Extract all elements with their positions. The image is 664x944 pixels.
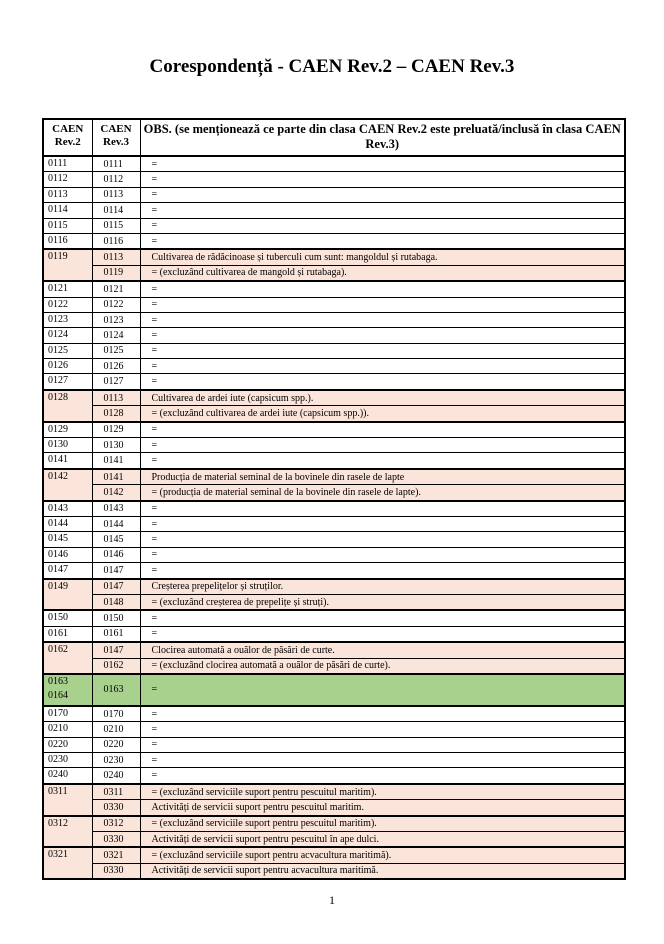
caen-rev2-code: 0311: [48, 785, 68, 797]
caen-rev2-cell: [43, 563, 92, 579]
observation-cell: =: [140, 547, 625, 562]
caen-rev3-code: 0113: [92, 390, 140, 406]
caen-rev2-code: 0143: [48, 502, 68, 514]
caen-rev2-code: 0130: [48, 439, 68, 451]
caen-rev3-code: 0321: [92, 847, 140, 863]
row-group: [43, 203, 625, 218]
caen-rev3-code: 0124: [92, 328, 140, 343]
table-row: [43, 172, 625, 187]
caen-rev3-code: 0128: [92, 406, 140, 422]
caen-rev2-code: 0142: [48, 470, 68, 482]
caen-rev2-code: 0114: [48, 204, 68, 216]
caen-rev3-code: 0170: [92, 706, 140, 722]
observation-cell: =: [140, 359, 625, 374]
table-row: [43, 784, 625, 800]
table-row: [43, 281, 625, 297]
caen-rev2-code: 0147: [48, 564, 68, 576]
caen-rev3-code: 0112: [92, 172, 140, 187]
observation-cell: =: [140, 422, 625, 438]
row-group: [43, 156, 625, 172]
caen-rev3-code: 0125: [92, 343, 140, 358]
caen-rev2-code: 0124: [48, 329, 68, 341]
caen-rev2-code: 0146: [48, 548, 68, 560]
table-row: [43, 249, 625, 265]
row-group: [43, 626, 625, 642]
caen-rev3-code: 0143: [92, 501, 140, 517]
row-group: [43, 359, 625, 374]
caen-rev3-code: 0146: [92, 547, 140, 562]
observation-cell: =: [140, 453, 625, 469]
row-group: [43, 438, 625, 453]
caen-rev2-cell: [43, 501, 92, 517]
observation-cell: =: [140, 532, 625, 547]
table-row: [43, 516, 625, 531]
table-row: [43, 674, 625, 706]
table-row: [43, 438, 625, 453]
table-row: [43, 422, 625, 438]
caen-rev2-code: 0210: [48, 723, 68, 735]
table-row: [43, 579, 625, 595]
caen-rev2-cell: [43, 343, 92, 358]
caen-rev2-code: 0121: [48, 283, 68, 295]
row-group: [43, 532, 625, 547]
caen-rev3-code: 0115: [92, 218, 140, 233]
caen-rev2-cell: [43, 187, 92, 202]
caen-rev3-code: 0123: [92, 312, 140, 327]
header-caen-rev3-line2: Rev.3: [103, 136, 129, 148]
row-group: [43, 297, 625, 312]
table-row: [43, 626, 625, 642]
caen-rev2-code: 0150: [48, 612, 68, 624]
caen-rev2-cell: [43, 579, 92, 611]
caen-rev3-code: 0113: [92, 249, 140, 265]
row-group: [43, 784, 625, 816]
header-caen-rev3-line1: CAEN: [100, 123, 132, 135]
row-group: [43, 374, 625, 390]
table-row: [43, 297, 625, 312]
caen-rev2-code: 0113: [48, 188, 68, 200]
table-row: [43, 863, 625, 879]
caen-rev2-cell: [43, 359, 92, 374]
table-row: [43, 722, 625, 737]
header-caen-rev3: [92, 119, 140, 156]
caen-rev2-code: 0162: [48, 644, 68, 656]
caen-rev2-cell: [43, 233, 92, 249]
observation-cell: = (excluzând cultivarea de ardei iute (capsicum spp.)).: [140, 406, 625, 422]
table-row: [43, 406, 625, 422]
observation-cell: =: [140, 297, 625, 312]
row-group: [43, 422, 625, 438]
caen-rev2-cell: [43, 374, 92, 390]
table-row: [43, 374, 625, 390]
caen-rev3-code: 0210: [92, 722, 140, 737]
caen-rev2-code: 0123: [48, 313, 68, 325]
caen-rev2-code: 0115: [48, 219, 68, 231]
observation-cell: Clocirea automată a ouălor de păsări de curte.: [140, 642, 625, 658]
caen-rev3-code: 0147: [92, 642, 140, 658]
observation-cell: =: [140, 626, 625, 642]
caen-rev2-cell: [43, 218, 92, 233]
observation-cell: = (excluzând serviciile suport pentru pescuitul maritim).: [140, 784, 625, 800]
caen-rev2-code: 0141: [48, 454, 68, 466]
observation-cell: =: [140, 563, 625, 579]
caen-rev2-code: 0312: [48, 817, 68, 829]
caen-rev2-code: 0125: [48, 344, 68, 356]
caen-rev3-code: 0130: [92, 438, 140, 453]
caen-rev2-cell: [43, 674, 92, 706]
caen-rev2-code: 0144: [48, 517, 68, 529]
caen-rev2-code: 0111: [48, 158, 68, 169]
caen-rev2-cell: [43, 390, 92, 422]
caen-rev2-cell: [43, 737, 92, 752]
caen-rev3-code: 0161: [92, 626, 140, 642]
caen-rev2-code: 0112: [48, 173, 68, 185]
caen-rev2-code: 0220: [48, 738, 68, 750]
table-row: [43, 312, 625, 327]
row-group: [43, 610, 625, 626]
caen-rev2-code: 0170: [48, 707, 68, 719]
table-row: [43, 265, 625, 281]
caen-rev2-code: 0116: [48, 234, 68, 246]
observation-cell: =: [140, 753, 625, 768]
observation-cell: = (excluzând cultivarea de mangold și rutabaga).: [140, 265, 625, 281]
observation-cell: = (excluzând clocirea automată a ouălor de păsări de curte).: [140, 658, 625, 674]
observation-cell: Activități de servicii suport pentru pescuitul în ape dulci.: [140, 832, 625, 848]
observation-cell: =: [140, 312, 625, 327]
table-row: [43, 706, 625, 722]
caen-rev3-code: 0119: [92, 265, 140, 281]
caen-rev3-code: 0240: [92, 768, 140, 784]
observation-cell: =: [140, 610, 625, 626]
caen-rev2-cell: [43, 784, 92, 816]
caen-rev2-cell: [43, 753, 92, 768]
observation-cell: = (producția de material seminal de la bovinele din rasele de lapte).: [140, 485, 625, 501]
caen-rev3-code: 0111: [92, 156, 140, 172]
row-group: [43, 722, 625, 737]
row-group: [43, 563, 625, 579]
observation-cell: =: [140, 768, 625, 784]
observation-cell: =: [140, 438, 625, 453]
caen-rev3-code: 0129: [92, 422, 140, 438]
table-row: [43, 218, 625, 233]
caen-rev2-cell: [43, 203, 92, 218]
table-row: [43, 658, 625, 674]
observation-cell: =: [140, 343, 625, 358]
caen-rev2-code: 0119: [48, 251, 68, 263]
caen-rev3-code: 0162: [92, 658, 140, 674]
row-group: [43, 642, 625, 674]
caen-rev3-code: 0122: [92, 297, 140, 312]
row-group: [43, 328, 625, 343]
observation-cell: =: [140, 374, 625, 390]
header-caen-rev2: [43, 119, 92, 156]
row-group: [43, 516, 625, 531]
caen-rev2-code: 0127: [48, 375, 68, 387]
header-observations: OBS. (se menționează ce parte din clasa CAEN Rev.2 este preluată/inclusă în clasa CAEN Rev.3): [140, 119, 625, 156]
table-row: [43, 390, 625, 406]
observation-cell: =: [140, 706, 625, 722]
row-group: [43, 233, 625, 249]
table-row: [43, 187, 625, 202]
caen-rev2-code: 0230: [48, 754, 68, 766]
row-group: [43, 768, 625, 784]
observation-cell: Activități de servicii suport pentru acvacultura maritimă.: [140, 863, 625, 879]
caen-rev2-cell: [43, 610, 92, 626]
caen-rev3-code: 0144: [92, 516, 140, 531]
table-row: [43, 753, 625, 768]
observation-cell: =: [140, 722, 625, 737]
caen-rev2-cell: [43, 469, 92, 501]
table-row: [43, 816, 625, 832]
observation-cell: =: [140, 281, 625, 297]
caen-rev2-code: 0145: [48, 533, 68, 545]
caen-rev2-cell: [43, 547, 92, 562]
caen-rev2-cell: [43, 281, 92, 297]
row-group: [43, 249, 625, 281]
observation-cell: =: [140, 187, 625, 202]
table-row: [43, 532, 625, 547]
table-row: [43, 547, 625, 562]
caen-rev2-cell: [43, 422, 92, 438]
observation-cell: =: [140, 203, 625, 218]
caen-rev2-code: 0240: [48, 769, 68, 781]
caen-rev3-code: 0150: [92, 610, 140, 626]
caen-rev3-code: 0147: [92, 579, 140, 595]
table-row: [43, 485, 625, 501]
caen-rev2-cell: [43, 453, 92, 469]
caen-rev3-code: 0163: [92, 674, 140, 706]
caen-rev2-cell: [43, 297, 92, 312]
caen-rev3-code: 0230: [92, 753, 140, 768]
observation-cell: Cultivarea de ardei iute (capsicum spp.).: [140, 390, 625, 406]
observation-cell: =: [140, 674, 625, 706]
caen-rev2-code: 0149: [48, 580, 68, 592]
page-title: Corespondență - CAEN Rev.2 – CAEN Rev.3: [149, 56, 515, 77]
row-group: [43, 501, 625, 517]
observation-cell: Producția de material seminal de la bovinele din rasele de lapte: [140, 469, 625, 485]
caen-rev3-code: 0114: [92, 203, 140, 218]
caen-rev2-code: 0128: [48, 391, 68, 403]
caen-rev3-code: 0330: [92, 832, 140, 848]
table-row: [43, 453, 625, 469]
header-row: [43, 119, 625, 156]
table-row: [43, 501, 625, 517]
table-header: [43, 119, 625, 156]
header-caen-rev2-line1: CAEN: [52, 123, 84, 135]
observation-cell: Creșterea prepelițelor și struților.: [140, 579, 625, 595]
caen-rev2-cell: [43, 438, 92, 453]
caen-rev2-code: 0126: [48, 360, 68, 372]
caen-rev2-cell: [43, 768, 92, 784]
table-row: [43, 800, 625, 816]
row-group: [43, 390, 625, 422]
table-row: [43, 847, 625, 863]
caen-rev2-cell: [43, 156, 92, 172]
caen-rev2-cell: [43, 642, 92, 674]
row-group: [43, 469, 625, 501]
table-row: [43, 563, 625, 579]
table-row: [43, 642, 625, 658]
table-row: [43, 768, 625, 784]
observation-cell: = (excluzând creșterea de prepelițe și struți).: [140, 594, 625, 610]
table-row: [43, 832, 625, 848]
row-group: [43, 343, 625, 358]
row-group: [43, 281, 625, 297]
caen-rev2-code: 0321: [48, 849, 68, 861]
table-row: [43, 156, 625, 172]
caen-rev2-code: 0164: [48, 689, 68, 701]
table-row: [43, 594, 625, 610]
table-row: [43, 343, 625, 358]
caen-rev2-cell: [43, 847, 92, 879]
table-row: [43, 328, 625, 343]
caen-rev3-code: 0147: [92, 563, 140, 579]
observation-cell: =: [140, 516, 625, 531]
row-group: [43, 579, 625, 611]
observation-cell: Activități de servicii suport pentru pescuitul maritim.: [140, 800, 625, 816]
row-group: [43, 737, 625, 752]
page-number: 1: [329, 893, 335, 907]
caen-rev3-code: 0113: [92, 187, 140, 202]
observation-cell: =: [140, 233, 625, 249]
observation-cell: = (excluzând serviciile suport pentru pescuitul maritim).: [140, 816, 625, 832]
caen-rev2-cell: [43, 172, 92, 187]
caen-rev3-code: 0311: [92, 784, 140, 800]
caen-rev2-code: 0122: [48, 298, 68, 310]
table-row: [43, 359, 625, 374]
observation-cell: =: [140, 172, 625, 187]
observation-cell: =: [140, 156, 625, 172]
caen-rev2-code: 0129: [48, 423, 68, 435]
observation-cell: =: [140, 737, 625, 752]
caen-rev3-code: 0127: [92, 374, 140, 390]
caen-rev2-cell: [43, 328, 92, 343]
observation-cell: = (excluzând serviciile suport pentru acvacultura maritimă).: [140, 847, 625, 863]
row-group: [43, 816, 625, 848]
caen-rev2-code: 0161: [48, 627, 68, 639]
row-group: [43, 187, 625, 202]
caen-rev2-cell: [43, 532, 92, 547]
caen-rev3-code: 0220: [92, 737, 140, 752]
caen-rev3-code: 0148: [92, 594, 140, 610]
row-group: [43, 847, 625, 879]
observation-cell: =: [140, 328, 625, 343]
caen-rev3-code: 0141: [92, 453, 140, 469]
caen-rev3-code: 0126: [92, 359, 140, 374]
caen-rev3-code: 0141: [92, 469, 140, 485]
row-group: [43, 453, 625, 469]
caen-rev3-code: 0330: [92, 863, 140, 879]
caen-rev3-code: 0312: [92, 816, 140, 832]
table-row: [43, 737, 625, 752]
table-row: [43, 203, 625, 218]
table-row: [43, 610, 625, 626]
table-row: [43, 233, 625, 249]
caen-rev3-code: 0330: [92, 800, 140, 816]
caen-rev2-cell: [43, 626, 92, 642]
caen-rev2-cell: [43, 722, 92, 737]
header-caen-rev2-line2: Rev.2: [54, 136, 81, 148]
observation-cell: =: [140, 218, 625, 233]
observation-cell: Cultivarea de rădăcinoase și tuberculi cum sunt: mangoldul și rutabaga.: [140, 249, 625, 265]
caen-rev2-cell: [43, 249, 92, 281]
caen-rev2-code: 0163: [48, 675, 68, 687]
caen-rev3-code: 0145: [92, 532, 140, 547]
row-group: [43, 312, 625, 327]
row-group: [43, 172, 625, 187]
row-group: [43, 674, 625, 706]
caen-rev3-code: 0121: [92, 281, 140, 297]
caen-rev2-cell: [43, 706, 92, 722]
row-group: [43, 547, 625, 562]
row-group: [43, 753, 625, 768]
caen-rev2-cell: [43, 516, 92, 531]
row-group: [43, 706, 625, 722]
row-group: [43, 218, 625, 233]
caen-rev3-code: 0142: [92, 485, 140, 501]
caen-rev3-code: 0116: [92, 233, 140, 249]
caen-rev2-cell: [43, 816, 92, 848]
observation-cell: =: [140, 501, 625, 517]
table-row: [43, 469, 625, 485]
correspondence-table: [42, 118, 626, 880]
caen-rev2-cell: [43, 312, 92, 327]
